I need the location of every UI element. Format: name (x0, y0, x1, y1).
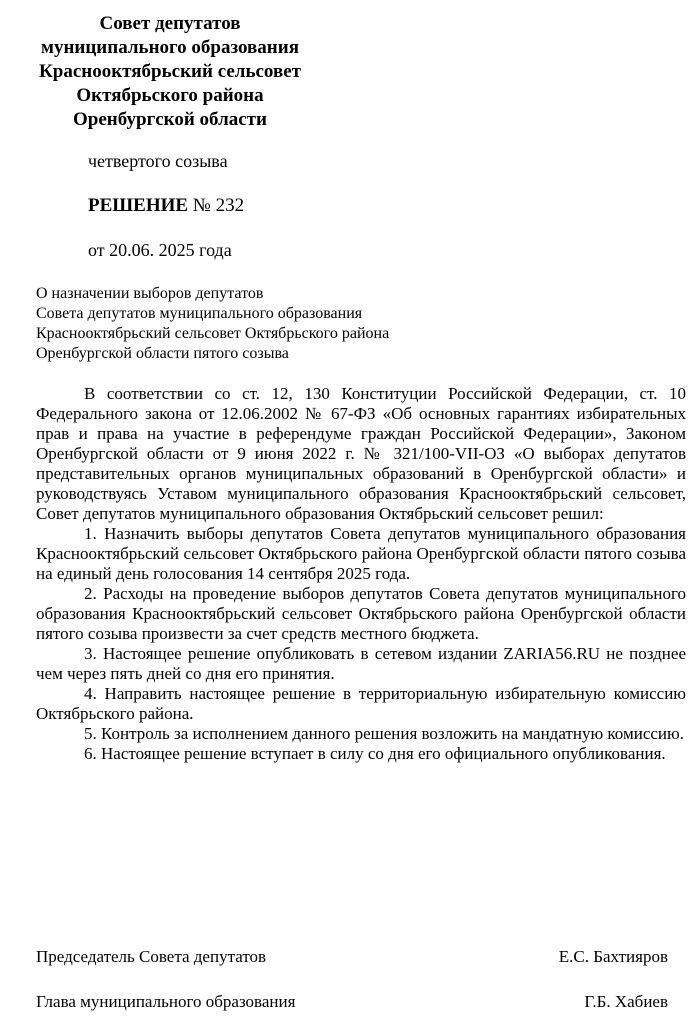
clause-2: 2. Расходы на проведение выборов депутатов Совета депутатов муниципального образования Краснооктябрьский сельсовет Октябрьского района Оренбургской области пятого созыва произвести за счет средств местного бюджета. (36, 584, 686, 643)
decision-number: № 232 (192, 195, 245, 216)
signature-name: Г.Б. Хабиев (584, 992, 668, 1011)
subject-line: Оренбургской области пятого созыва (36, 345, 289, 362)
signature-head (36, 992, 668, 1012)
signature-title: Председатель Совета депутатов (36, 947, 267, 966)
header-line: Совет депутатов (99, 13, 241, 34)
clause-5: 5. Контроль за исполнением данного решения возложить на мандатную комиссию. (84, 724, 684, 743)
clause-3: 3. Настоящее решение опубликовать в сетевом издании ZARIA56.RU не позднее чем через пять дней со дня его принятия. (36, 644, 686, 683)
subject-line: Совета депутатов муниципального образования (36, 305, 363, 322)
convocation: четвертого созыва (88, 151, 228, 171)
decision-subject (36, 284, 389, 364)
subject-line: О назначении выборов депутатов (36, 285, 264, 302)
signature-chairman (36, 947, 668, 967)
subject-line: Краснооктябрьский сельсовет Октябрьского района (36, 325, 390, 342)
decision-title (88, 194, 244, 218)
signature-name: Е.С. Бахтияров (558, 947, 668, 966)
clause-4: 4. Направить настоящее решение в территориальную избирательную комиссию Октябрьского района. (36, 684, 686, 723)
header-line: Оренбургской области (73, 109, 267, 130)
header-line: Октябрьского района (76, 85, 264, 106)
preamble-paragraph: В соответствии со ст. 12, 130 Конституции Российской Федерации, ст. 10 Федерального закона от 12.06.2002 № 67-ФЗ «Об основных гарантиях избирательных прав и права на участие в референдуме граждан Российской Федерации», Законом Оренбургской области от 9 июня 2022 г. № 321/100-VII-ОЗ «О выборах депутатов представительных органов муниципальных образований в Оренбургской области» и руководствуясь Уставом муниципального образования Краснооктябрьский сельсовет, Совет депутатов муниципального образования Октябрьский сельсовет решил: (36, 384, 686, 523)
decision-body (36, 384, 686, 764)
decision-date: от 20.06. 2025 года (88, 240, 232, 260)
decision-word: РЕШЕНИЕ (88, 195, 189, 216)
council-header (20, 12, 320, 132)
signature-title: Глава муниципального образования (36, 992, 296, 1011)
header-line: Краснооктябрьский сельсовет (39, 61, 301, 82)
header-line: муниципального образования (41, 37, 299, 58)
clause-1: 1. Назначить выборы депутатов Совета депутатов муниципального образования Краснооктябрьский сельсовет Октябрьского района Оренбургской области пятого созыва на единый день голосования 14 сентября 2025 года. (36, 524, 686, 583)
clause-6: 6. Настоящее решение вступает в силу со дня его официального опубликования. (84, 744, 666, 763)
